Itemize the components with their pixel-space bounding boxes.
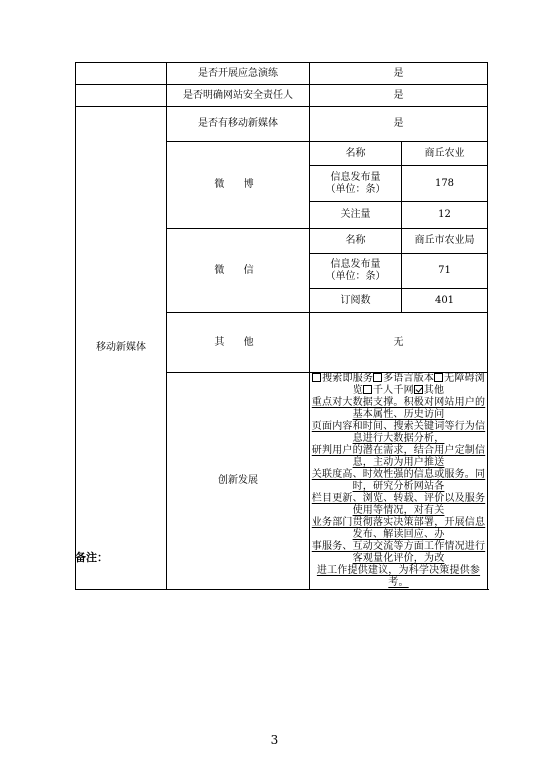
wechat-publish-label bbox=[310, 254, 402, 289]
weibo-publish-unit: （单位：条） bbox=[325, 183, 386, 195]
emergency-drill-value: 是 bbox=[310, 63, 488, 85]
checkbox-multilingual[interactable] bbox=[373, 373, 382, 382]
checkbox-personalized[interactable] bbox=[363, 385, 372, 394]
weibo-publish-title: 信息发布量 bbox=[330, 171, 381, 183]
checkbox-search-service[interactable] bbox=[312, 373, 321, 382]
empty-cell bbox=[76, 85, 167, 107]
wechat-subscribe-label: 订阅数 bbox=[310, 289, 402, 313]
wechat-publish-title: 信息发布量 bbox=[330, 259, 381, 270]
security-responsible-value: 是 bbox=[310, 85, 488, 107]
innovation-text-line: 业务部门贯彻落实决策部署，开展信息发布、解读回应、办 bbox=[311, 517, 486, 540]
weibo-publish-label bbox=[310, 166, 402, 202]
other-value: 无 bbox=[310, 313, 488, 373]
weibo-name-label: 名称 bbox=[310, 142, 402, 166]
innovation-text-line: 事服务、互动交流等方面工作情况进行客观量化评价，为改 bbox=[311, 541, 486, 564]
weibo-follow-value: 12 bbox=[402, 202, 488, 229]
wechat-publish-value: 71 bbox=[402, 254, 488, 289]
innovation-text-line: 研判用户的潜在需求，结合用户定制信息，主动为用户推送 bbox=[311, 445, 486, 468]
mobile-media-label: 移动新媒体 bbox=[76, 107, 167, 590]
weibo-name-value: 商丘农业 bbox=[402, 142, 488, 166]
wechat-subscribe-value: 401 bbox=[402, 289, 488, 313]
option-label: 搜索即服务 bbox=[322, 373, 374, 384]
checkbox-other[interactable] bbox=[414, 385, 423, 394]
security-responsible-label: 是否明确网站安全责任人 bbox=[167, 85, 310, 107]
innovation-text-line: 栏目更新、浏览、转载、评价以及服务使用等情况，对有关 bbox=[311, 493, 486, 516]
wechat-publish-unit: （单位：条） bbox=[325, 271, 386, 282]
wechat-name-label: 名称 bbox=[310, 229, 402, 254]
innovation-text-line: 页面内容和时间、搜索关键词等行为信息进行大数据分析， bbox=[311, 421, 486, 444]
option-label: 千人千网 bbox=[372, 385, 414, 396]
empty-cell bbox=[76, 63, 167, 85]
weibo-follow-label: 关注量 bbox=[310, 202, 402, 229]
option-label: 无障碍浏览 bbox=[352, 373, 485, 396]
innovation-label: 创新发展 bbox=[167, 373, 310, 590]
innovation-content bbox=[310, 373, 488, 590]
innovation-options bbox=[310, 373, 487, 397]
emergency-drill-label: 是否开展应急演练 bbox=[167, 63, 310, 85]
report-table bbox=[75, 62, 488, 590]
wechat-name-value: 商丘市农业局 bbox=[402, 229, 488, 254]
weibo-publish-value: 178 bbox=[402, 166, 488, 202]
has-mobile-media-label: 是否有移动新媒体 bbox=[167, 107, 310, 142]
weibo-label: 微 博 bbox=[167, 142, 310, 229]
option-label: 多语言版本 bbox=[383, 373, 435, 384]
other-label: 其 他 bbox=[167, 313, 310, 373]
table-row bbox=[76, 63, 488, 85]
table-row bbox=[76, 85, 488, 107]
table-row bbox=[76, 107, 488, 142]
remarks-label: 备注： bbox=[75, 551, 108, 564]
innovation-text-line: 进工作提供建议，为科学决策提供参考。 bbox=[316, 565, 481, 588]
option-label: 其他 bbox=[423, 385, 445, 396]
innovation-text-line: 重点对大数据支撑。积极对网站用户的基本属性、历史访问 bbox=[311, 397, 486, 420]
page-number: 3 bbox=[270, 733, 279, 747]
has-mobile-media-value: 是 bbox=[310, 107, 488, 142]
innovation-text-line: 关联度高、时效性强的信息或服务。同时，研究分析网站各 bbox=[311, 469, 486, 492]
checkbox-accessible[interactable] bbox=[434, 373, 443, 382]
wechat-label: 微 信 bbox=[167, 229, 310, 313]
